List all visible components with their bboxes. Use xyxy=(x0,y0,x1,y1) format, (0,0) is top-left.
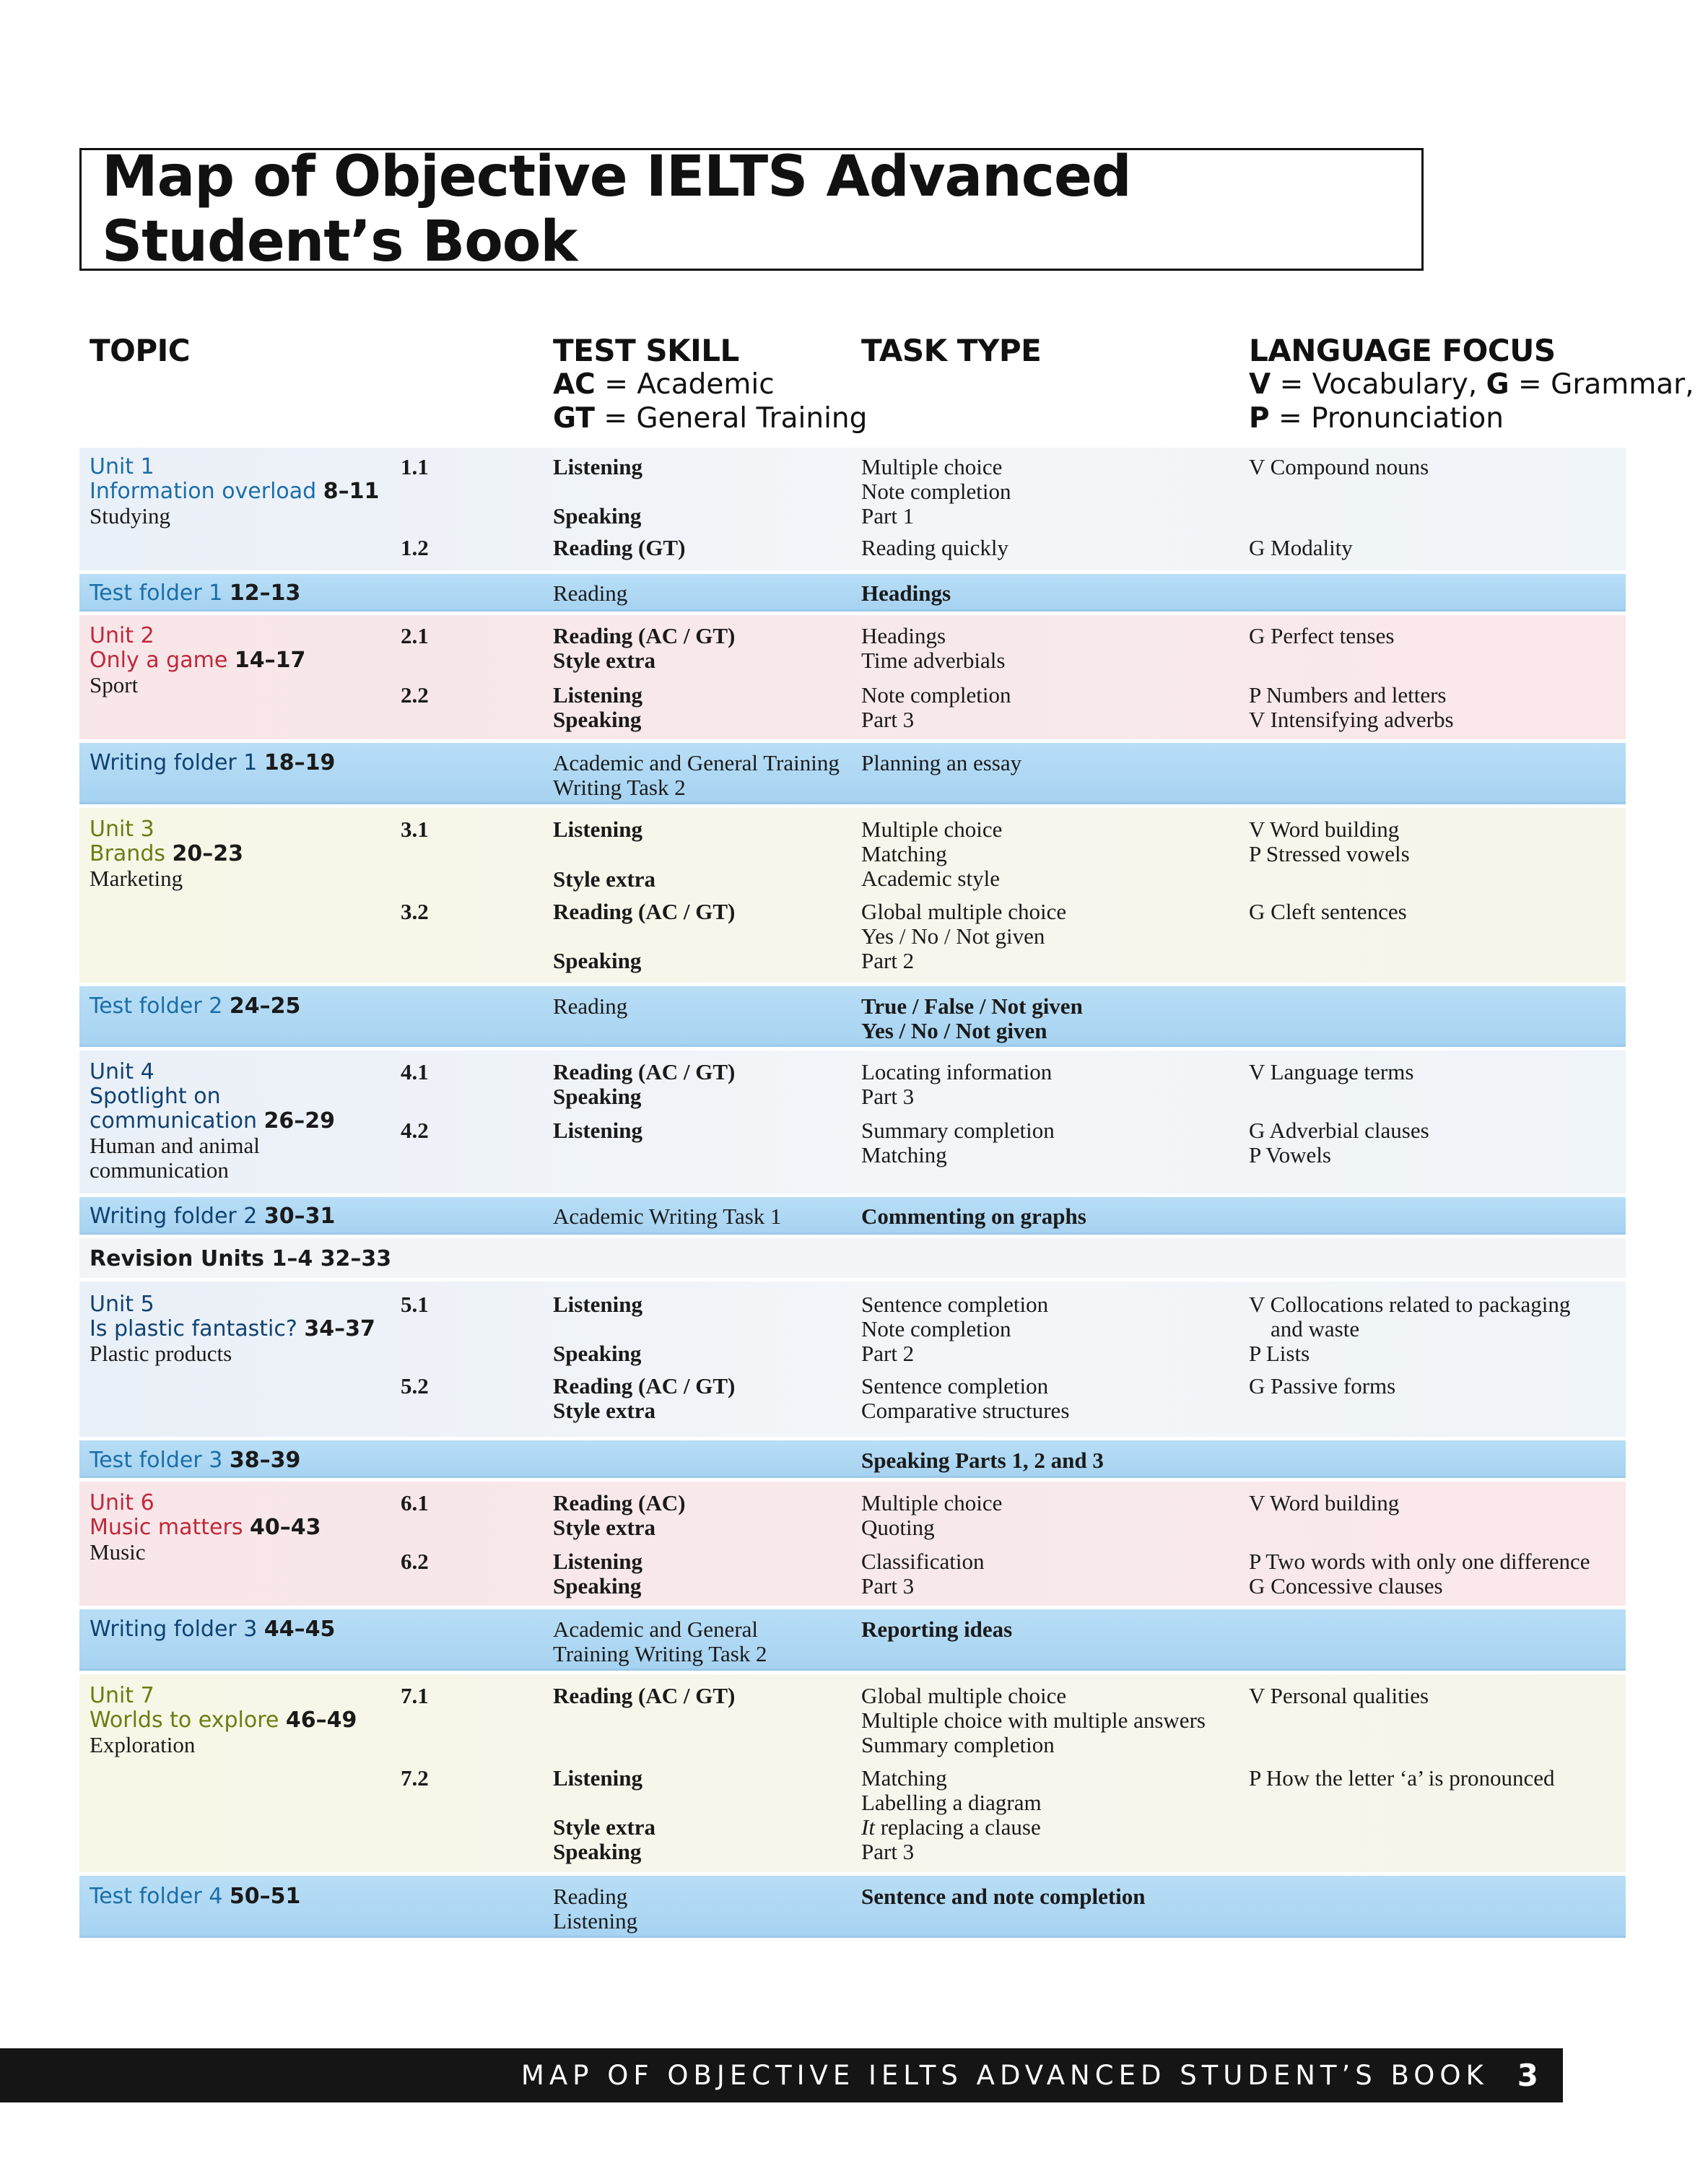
task-item: Speaking Parts 1, 2 and 3 xyxy=(861,1448,1104,1473)
task-list: Matching Labelling a diagram It replacing a clause Part 3 xyxy=(861,1765,1042,1864)
lang-item: P How the letter ‘a’ is pronounced xyxy=(1249,1765,1555,1791)
topic-test-folder-3: Test folder 3 38–39 xyxy=(90,1448,301,1473)
task-item: Reporting ideas xyxy=(861,1617,1013,1642)
skill-list: Listening Speaking xyxy=(553,682,643,732)
skill-item: Reading (AC / GT) xyxy=(553,899,736,924)
section-6-1: 6.1 xyxy=(401,1490,429,1515)
skill-item: Academic Writing Task 1 xyxy=(553,1204,782,1229)
task-item: Sentence and note completion xyxy=(861,1884,1146,1909)
section-3-1: 3.1 xyxy=(401,817,429,842)
topic-revision: Revision Units 1–4 32–33 xyxy=(90,1246,392,1271)
row-bg-test-folder-3 xyxy=(79,1440,1626,1478)
task-list: Note completion Part 3 xyxy=(861,682,1011,732)
topic-test-folder-1: Test folder 1 12–13 xyxy=(90,580,301,606)
skill-speaking: Speaking xyxy=(553,503,642,529)
task-list: Summary completion Matching xyxy=(861,1118,1055,1167)
section-3-2: 3.2 xyxy=(401,899,429,924)
row-bg-test-folder-2 xyxy=(79,986,1626,1047)
skill-item: Reading (AC / GT) xyxy=(553,1683,736,1708)
skill-list: Academic and General Training Writing Task 2 xyxy=(553,750,840,800)
task-list: Multiple choice Matching Academic style xyxy=(861,817,1003,891)
lang-item: V Word building xyxy=(1249,1490,1400,1515)
lang-item: G Modality xyxy=(1249,535,1353,560)
task-list: Multiple choice Note completion Part 1 xyxy=(861,454,1011,529)
topic-test-folder-4: Test folder 4 50–51 xyxy=(90,1884,301,1909)
skill-list: Style extra Speaking xyxy=(553,1814,656,1864)
skill-list: Reading Listening xyxy=(553,1884,638,1934)
topic-unit-7: Unit 7 Worlds to explore 46–49 Exploration xyxy=(90,1683,357,1757)
topic-unit-2: Unit 2 Only a game 14–17 Sport xyxy=(90,623,306,697)
task-list: Sentence completion Note completion Part 2 xyxy=(861,1292,1049,1366)
skill-list: Reading (AC) Style extra xyxy=(553,1490,686,1540)
skill-list: Reading (AC / GT) Style extra xyxy=(553,623,736,673)
skill-item: Reading xyxy=(553,580,628,606)
section-1-2: 1.2 xyxy=(401,535,429,560)
lang-item: V Language terms xyxy=(1249,1059,1414,1084)
section-6-2: 6.2 xyxy=(401,1549,429,1574)
lang-item: G Cleft sentences xyxy=(1249,899,1407,924)
lang-item: G Passive forms xyxy=(1249,1373,1396,1399)
section-7-2: 7.2 xyxy=(401,1765,429,1791)
page-footer xyxy=(0,2048,1563,2102)
skill-item: Speaking xyxy=(553,948,642,973)
lang-list: V Collocations related to packaging and waste P Lists xyxy=(1249,1292,1571,1366)
lang-list: P Numbers and letters V Intensifying adverbs xyxy=(1249,682,1454,732)
task-item: Headings xyxy=(861,580,951,606)
task-list: Multiple choice Quoting xyxy=(861,1490,1003,1540)
topic-unit-3: Unit 3 Brands 20–23 Marketing xyxy=(90,817,244,891)
topic-writing-folder-1: Writing folder 1 18–19 xyxy=(90,750,336,775)
section-5-2: 5.2 xyxy=(401,1373,429,1399)
task-list: Headings Time adverbials xyxy=(861,623,1006,673)
topic-writing-folder-3: Writing folder 3 44–45 xyxy=(90,1617,336,1642)
skill-item: Style extra xyxy=(553,866,656,892)
topic-unit-1: Unit 1 Information overload 8–11 Studying xyxy=(90,454,380,529)
task-list: Global multiple choice Yes / No / Not given Part 2 xyxy=(861,899,1067,973)
section-4-2: 4.2 xyxy=(401,1118,429,1143)
header-topic: TOPIC xyxy=(90,333,191,368)
page-number: 3 xyxy=(1517,2058,1538,2093)
skill-item: Reading xyxy=(553,993,628,1019)
skill-listening: Listening xyxy=(553,454,643,479)
page-title: Map of Objective IELTS Advanced Student’s Book xyxy=(102,144,1131,274)
topic-test-folder-2: Test folder 2 24–25 xyxy=(90,993,301,1019)
skill-item: Listening xyxy=(553,817,643,842)
task-list: Classification Part 3 xyxy=(861,1549,985,1599)
lang-item: G Perfect tenses xyxy=(1249,623,1395,648)
header-task-type: TASK TYPE xyxy=(861,333,1042,368)
task-item: Reading quickly xyxy=(861,535,1009,560)
skill-list: Reading (AC / GT) Style extra xyxy=(553,1373,736,1423)
lang-list: P Two words with only one difference G Concessive clauses xyxy=(1249,1549,1590,1599)
section-4-1: 4.1 xyxy=(401,1059,429,1084)
skill-item: Listening xyxy=(553,1118,643,1143)
section-7-1: 7.1 xyxy=(401,1683,429,1708)
skill-reading: Reading (GT) xyxy=(553,535,686,560)
topic-unit-6: Unit 6 Music matters 40–43 Music xyxy=(90,1490,321,1565)
task-list: Global multiple choice Multiple choice with multiple answers Summary completion xyxy=(861,1683,1206,1757)
task-list: True / False / Not given Yes / No / Not given xyxy=(861,993,1083,1043)
row-bg-test-folder-4 xyxy=(79,1876,1626,1938)
topic-writing-folder-2: Writing folder 2 30–31 xyxy=(90,1204,336,1229)
header-language-focus: LANGUAGE FOCUS V = Vocabulary, G = Grammar, P = Pronunciation xyxy=(1249,333,1694,435)
footer-title: MAP OF OBJECTIVE IELTS ADVANCED STUDENT’S BOOK xyxy=(520,2060,1489,2091)
topic-unit-4: Unit 4 Spotlight on communication 26–29 Human and animal communication xyxy=(90,1059,336,1183)
skill-list: Listening Speaking xyxy=(553,1549,643,1599)
lang-list: G Adverbial clauses P Vowels xyxy=(1249,1118,1429,1167)
lang-list: V Word building P Stressed vowels xyxy=(1249,817,1410,866)
section-2-2: 2.2 xyxy=(401,682,429,708)
row-bg-test-folder-1 xyxy=(79,574,1626,612)
skill-list: Academic and General Training Writing Task 2 xyxy=(553,1617,767,1666)
section-1-1: 1.1 xyxy=(401,454,429,479)
lang-item: V Personal qualities xyxy=(1249,1683,1429,1708)
skill-item: Listening xyxy=(553,1765,643,1791)
skill-item: Speaking xyxy=(553,1341,642,1366)
lang-item: V Compound nouns xyxy=(1249,454,1429,479)
skill-list: Reading (AC / GT) Speaking xyxy=(553,1059,736,1109)
section-5-1: 5.1 xyxy=(401,1292,429,1317)
title-box xyxy=(79,144,1424,274)
header-test-skill: TEST SKILL AC = Academic GT = General Training xyxy=(553,333,868,435)
task-list: Sentence completion Comparative structures xyxy=(861,1373,1070,1423)
task-item: Planning an essay xyxy=(861,750,1022,775)
section-2-1: 2.1 xyxy=(401,623,429,648)
topic-unit-5: Unit 5 Is plastic fantastic? 34–37 Plastic products xyxy=(90,1292,375,1366)
task-item: Commenting on graphs xyxy=(861,1204,1086,1229)
task-list: Locating information Part 3 xyxy=(861,1059,1053,1109)
skill-item: Listening xyxy=(553,1292,643,1317)
